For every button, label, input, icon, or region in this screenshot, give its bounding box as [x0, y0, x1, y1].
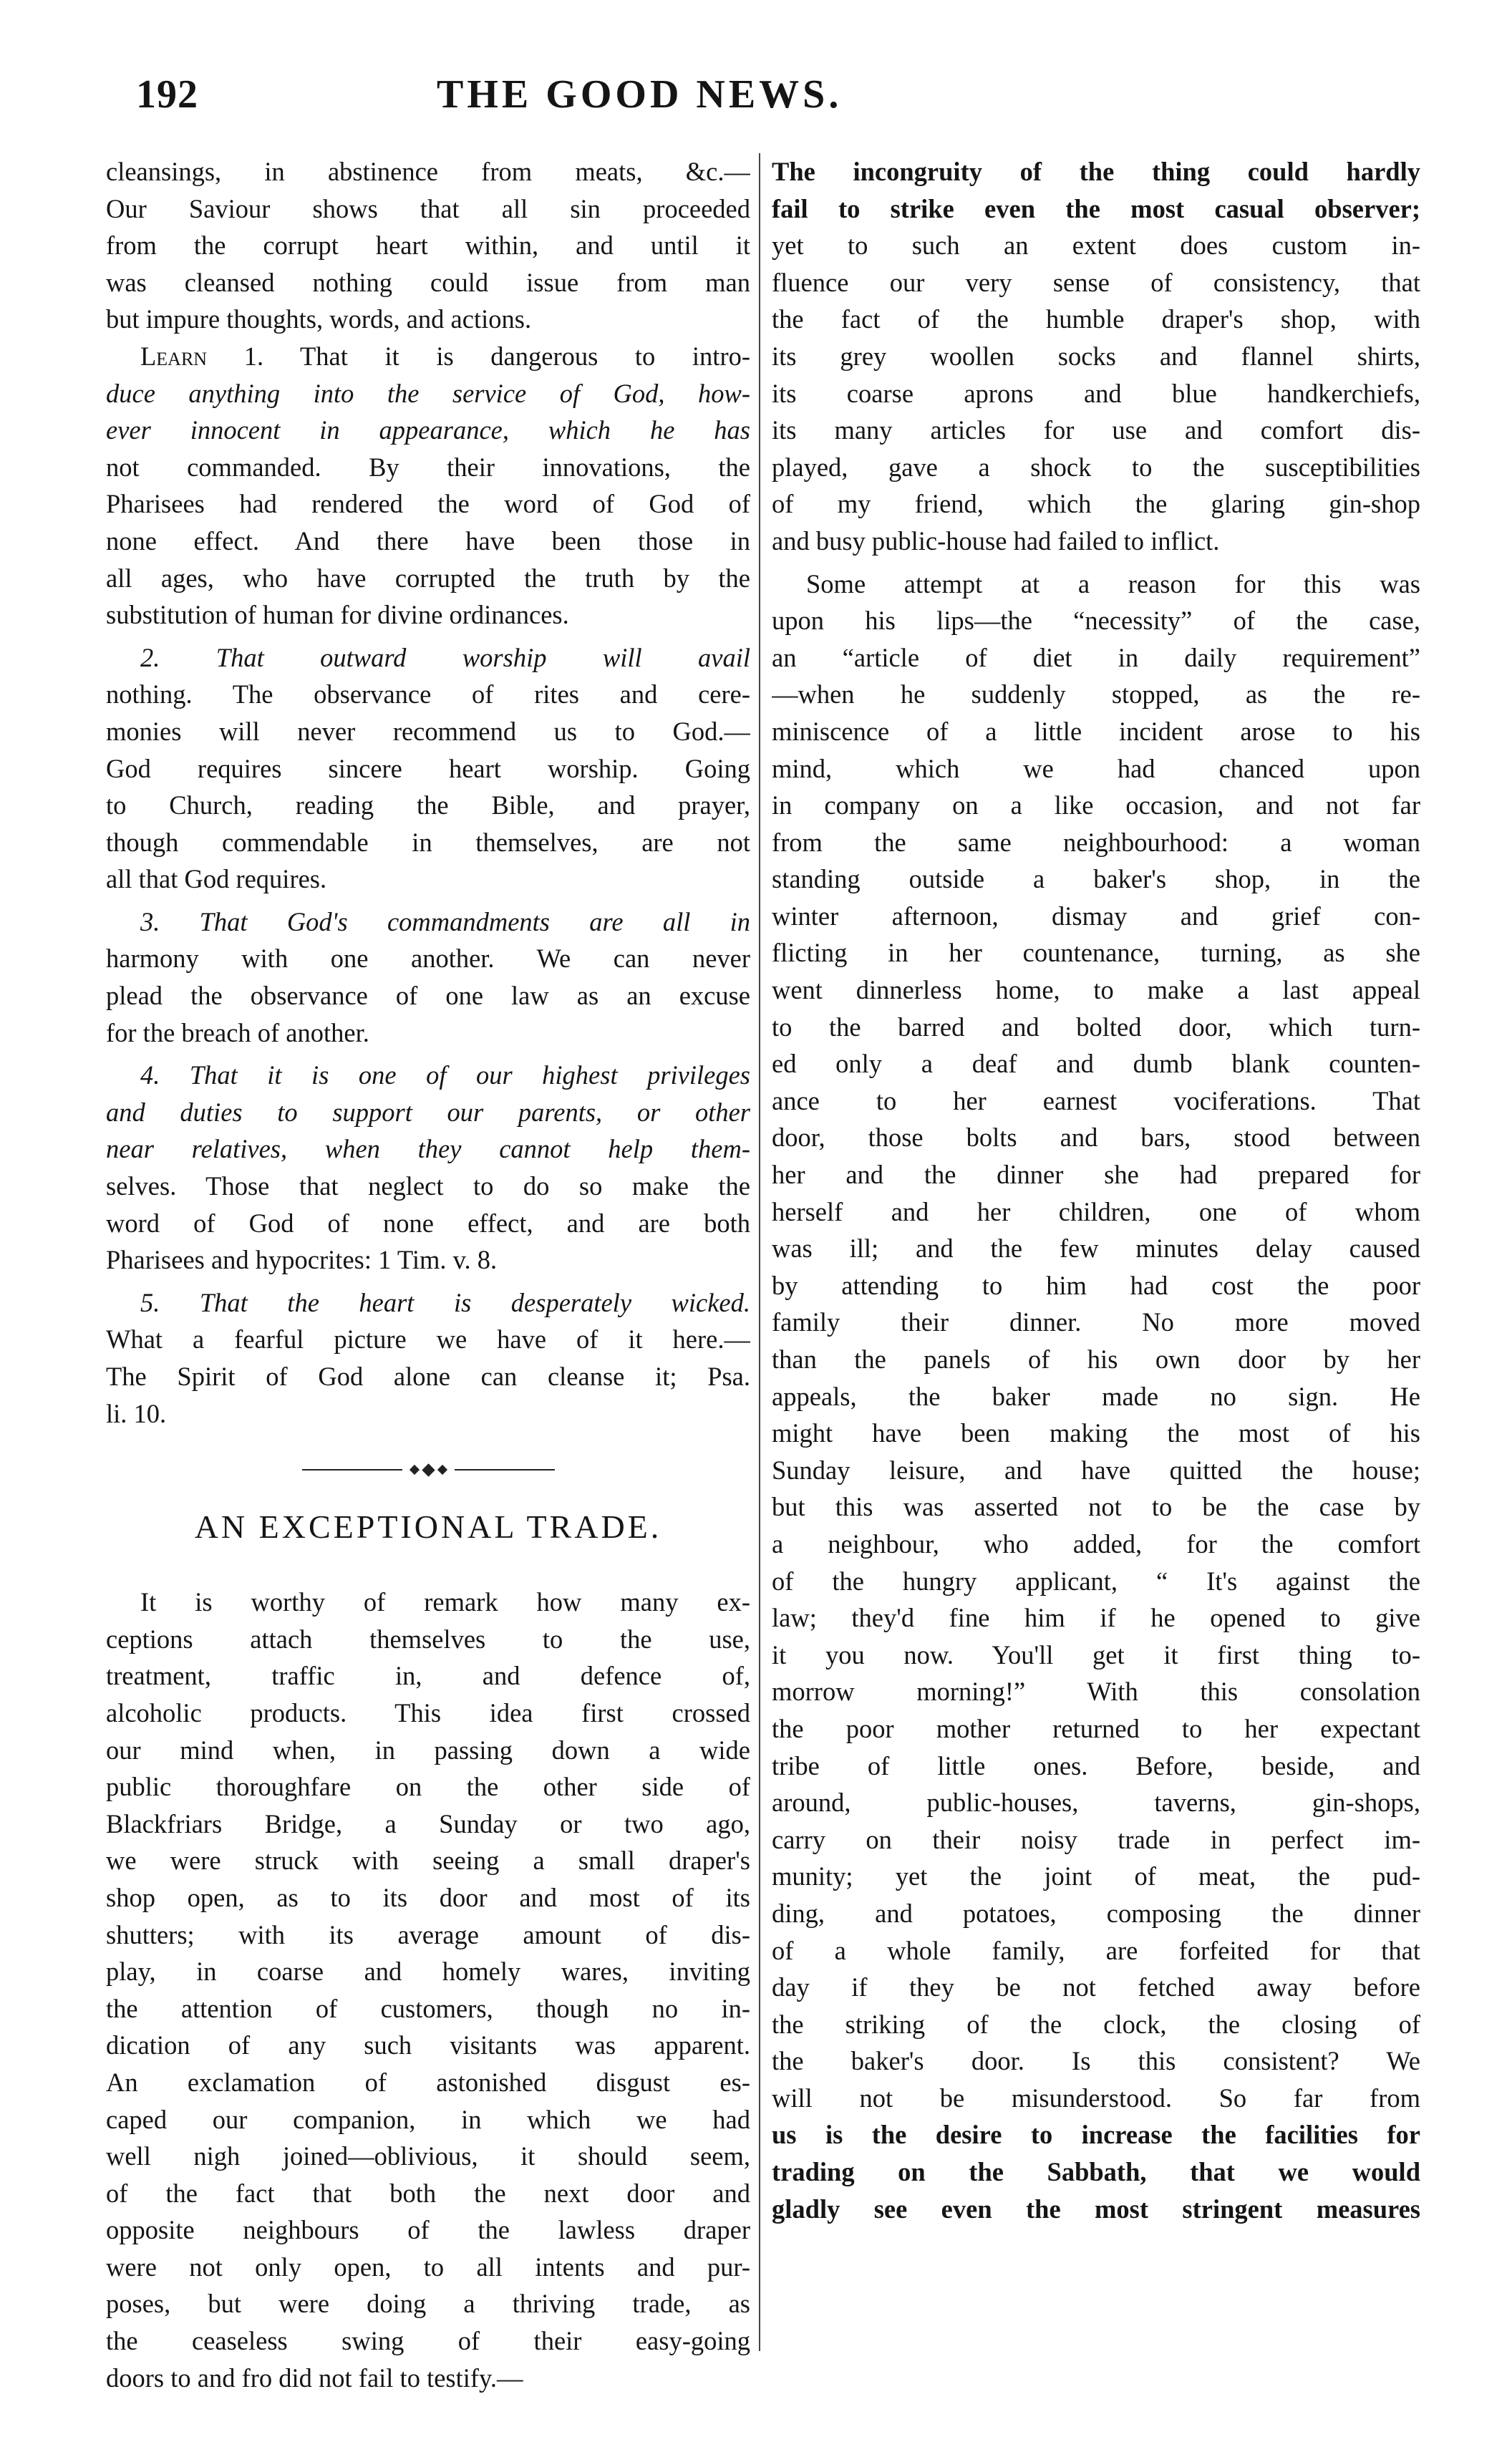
paragraph-line: went dinnerless home, to make a last appeal	[772, 975, 1420, 1005]
paragraph-line: in company on a like occasion, and not far	[772, 790, 1420, 820]
paragraph-line: winter afternoon, dismay and grief con-	[772, 901, 1420, 931]
ornament-dot	[437, 1465, 447, 1475]
lesson-line: ever innocent in appearance, which he has	[106, 415, 750, 445]
lesson-gap	[106, 1432, 750, 1438]
lesson-3	[106, 903, 750, 1051]
lesson-line: The Spirit of God alone can cleanse it; Psa.	[106, 1362, 750, 1391]
article-line: opposite neighbours of the lawless draper	[106, 2215, 750, 2245]
paragraph-line: The incongruity of the thing could hardly	[772, 157, 1420, 186]
paragraph-line: it you now. You'll get it first thing to-	[772, 1639, 1420, 1670]
lesson-2	[106, 639, 750, 898]
article-line: well nigh joined—oblivious, it should seem,	[106, 2141, 750, 2171]
paragraph-line: a neighbour, who added, for the comfort	[772, 1528, 1420, 1559]
ornament-dot	[422, 1463, 435, 1476]
paragraph-line: fluence our very sense of consistency, that	[772, 267, 1420, 297]
intro-line: Our Saviour shows that all sin proceeded	[106, 193, 750, 223]
paragraph-line: herself and her children, one of whom	[772, 1196, 1420, 1226]
paragraph-line: than the panels of his own door by her	[772, 1344, 1420, 1374]
lesson-line: nothing. The observance of rites and cere-	[106, 679, 750, 709]
paragraph-line: was ill; and the few minutes delay caused	[772, 1234, 1420, 1264]
lesson-gap	[106, 634, 750, 639]
paragraph-line: appeals, the baker made no sign. He	[772, 1381, 1420, 1411]
lesson-line: to Church, reading the Bible, and prayer,	[106, 790, 750, 820]
paragraph-line: ding, and potatoes, composing the dinner	[772, 1898, 1420, 1928]
paragraph-line: —when he suddenly stopped, as the re-	[772, 679, 1420, 709]
paragraph-line: trading on the Sabbath, that we would	[772, 2157, 1420, 2187]
lesson-line: all that God requires.	[106, 864, 327, 894]
page-number: 192	[136, 72, 198, 117]
paragraph-line: ance to her earnest vociferations. That	[772, 1085, 1420, 1115]
paragraph-line: its coarse aprons and blue handkerchiefs,	[772, 378, 1420, 408]
lesson-line: 4. That it is one of our highest privileges	[140, 1060, 750, 1090]
column-divider	[759, 153, 760, 2351]
paragraph-line: mind, which we had chanced upon	[772, 753, 1420, 783]
left-column	[106, 153, 750, 2396]
paragraph-line: by attending to him had cost the poor	[772, 1270, 1420, 1300]
lesson-line: selves. Those that neglect to do so make the	[106, 1171, 750, 1201]
lesson-line: 2. That outward worship will avail	[140, 642, 750, 672]
paragraph-gap	[772, 560, 1420, 566]
article-line: doors to and fro did not fail to testify.—	[106, 2363, 523, 2393]
article-line: ceptions attach themselves to the use,	[106, 1624, 750, 1654]
lesson-gap	[106, 1279, 750, 1284]
lesson-line: not commanded. By their innovations, the	[106, 452, 750, 482]
lesson-line: Pharisees had rendered the word of God of	[106, 489, 750, 519]
section-title: AN EXCEPTIONAL TRADE.	[194, 1508, 662, 1546]
lesson-line: all ages, who have corrupted the truth by the	[106, 563, 750, 593]
lesson-5	[106, 1284, 750, 1432]
lesson-line: 5. That the heart is desperately wicked.	[140, 1287, 750, 1317]
lesson-gap	[106, 1051, 750, 1057]
lesson-line: li. 10.	[106, 1398, 167, 1428]
ornament-rule	[455, 1469, 555, 1470]
lesson-line: What a fearful picture we have of it here.—	[106, 1324, 750, 1355]
paragraph-line: flicting in her countenance, turning, as she	[772, 938, 1420, 968]
lesson-4	[106, 1057, 750, 1279]
paragraph-line: to the barred and bolted door, which turn-	[772, 1012, 1420, 1042]
lesson-gap	[106, 898, 750, 903]
lesson-line: near relatives, when they cannot help them-	[106, 1134, 750, 1164]
paragraph-line: door, those bolts and bars, stood between	[772, 1123, 1420, 1153]
paragraph-line: day if they be not fetched away before	[772, 1972, 1420, 2002]
lesson-line: though commendable in themselves, are not	[106, 827, 750, 857]
paragraph-line: family their dinner. No more moved	[772, 1307, 1420, 1337]
right-column	[772, 153, 1420, 2227]
paragraph-line: miniscence of a little incident arose to his	[772, 716, 1420, 746]
paragraph-line: Some attempt at a reason for this was	[806, 568, 1420, 599]
paragraph-line: fail to strike even the most casual observer;	[772, 193, 1420, 223]
lesson-line: God requires sincere heart worship. Going	[106, 753, 750, 783]
article-line: play, in coarse and homely wares, inviting	[106, 1957, 750, 1987]
paragraph-line: its grey woollen socks and flannel shirts,	[772, 341, 1420, 371]
lesson-line: none effect. And there have been those in	[106, 525, 750, 556]
paragraph-line: from the same neighbourhood: a woman	[772, 827, 1420, 857]
lesson-line: Pharisees and hypocrites: 1 Tim. v. 8.	[106, 1245, 498, 1275]
ornament-dot	[409, 1465, 419, 1475]
lesson-1	[106, 338, 750, 634]
paragraph-line: carry on their noisy trade in perfect im-	[772, 1824, 1420, 1854]
intro-line: but impure thoughts, words, and actions.	[106, 304, 532, 334]
lesson-line: and duties to support our parents, or other	[106, 1097, 750, 1127]
article-line: were not only open, to all intents and pur-	[106, 2252, 750, 2282]
lesson-line: word of God of none effect, and are both	[106, 1208, 750, 1238]
article-line: we were struck with seeing a small draper's	[106, 1846, 750, 1876]
paragraph-line: her and the dinner she had prepared for	[772, 1160, 1420, 1190]
article-line: poses, but were doing a thriving trade, as	[106, 2289, 750, 2319]
paragraph-line: tribe of little ones. Before, beside, and	[772, 1750, 1420, 1780]
paragraph-line: will not be misunderstood. So far from	[772, 2083, 1420, 2113]
page-header	[136, 72, 1425, 129]
lesson-line: substitution of human for divine ordinances.	[106, 600, 569, 630]
article-line: the ceaseless swing of their easy-going	[106, 2326, 750, 2356]
paragraph-line: the baker's door. Is this consistent? We	[772, 2046, 1420, 2076]
intro-line: was cleansed nothing could issue from man	[106, 267, 750, 297]
article-line: It is worthy of remark how many ex-	[140, 1587, 750, 1617]
lesson-line: plead the observance of one law as an excuse	[106, 981, 750, 1011]
paragraph-line: morrow morning!” With this consolation	[772, 1677, 1420, 1707]
paragraph-line: ed only a deaf and dumb blank counten-	[772, 1049, 1420, 1079]
article-line: An exclamation of astonished disgust es-	[106, 2067, 750, 2097]
paragraph-line: but this was asserted not to be the case by	[772, 1492, 1420, 1522]
article-line: treatment, traffic in, and defence of,	[106, 1661, 750, 1691]
paragraph-line: gladly see even the most stringent measures	[772, 2194, 1420, 2224]
article-line: public thoroughfare on the other side of	[106, 1772, 750, 1802]
paragraph-line: an “article of diet in daily requirement”	[772, 642, 1420, 672]
article-line: shop open, as to its door and most of its	[106, 1882, 750, 1912]
paragraph-line: the fact of the humble draper's shop, with	[772, 304, 1420, 334]
paragraph-line: us is the desire to increase the facilities for	[772, 2120, 1420, 2150]
learn-label: Learn	[140, 341, 208, 371]
paragraph-line: of my friend, which the glaring gin-shop	[772, 489, 1420, 519]
paragraph-line: munity; yet the joint of meat, the pud-	[772, 1861, 1420, 1891]
article-line: our mind when, in passing down a wide	[106, 1735, 750, 1765]
lesson-line: harmony with one another. We can never	[106, 944, 750, 974]
lesson-line: duce anything into the service of God, how-	[106, 378, 750, 408]
section-ornament	[106, 1445, 750, 1495]
lesson-line	[106, 338, 750, 375]
article-line: of the fact that both the next door and	[106, 2178, 750, 2208]
paragraph-line: might have been making the most of his	[772, 1418, 1420, 1448]
paragraph-line: yet to such an extent does custom in-	[772, 231, 1420, 261]
paragraph-line: law; they'd fine him if he opened to give	[772, 1603, 1420, 1633]
ornament-rule	[302, 1469, 402, 1470]
paragraph-line: upon his lips—the “necessity” of the case,	[772, 606, 1420, 636]
paragraph-line: around, public-houses, taverns, gin-shops,	[772, 1788, 1420, 1818]
article-line: alcoholic products. This idea first crossed	[106, 1697, 750, 1728]
paragraph-line: standing outside a baker's shop, in the	[772, 864, 1420, 894]
paragraph-line: its many articles for use and comfort dis-	[772, 415, 1420, 445]
article-line: caped our companion, in which we had	[106, 2104, 750, 2134]
paragraph-line: Sunday leisure, and have quitted the house;	[772, 1455, 1420, 1485]
lesson-line: for the breach of another.	[106, 1017, 369, 1047]
lesson-line: monies will never recommend us to God.—	[106, 716, 750, 746]
paragraph-line: the striking of the clock, the closing of	[772, 2009, 1420, 2039]
paragraph-line: the poor mother returned to her expectant	[772, 1713, 1420, 1743]
article-line: the attention of customers, though no in-	[106, 1993, 750, 2023]
paragraph-line: and busy public-house had failed to inflict.	[772, 525, 1220, 556]
article-line: shutters; with its average amount of dis-	[106, 1919, 750, 1949]
running-title: THE GOOD NEWS.	[437, 72, 843, 117]
article-line: Blackfriars Bridge, a Sunday or two ago,	[106, 1808, 750, 1838]
paragraph-line: of the hungry applicant, “ It's against the	[772, 1566, 1420, 1596]
article-line: dication of any such visitants was apparent.	[106, 2030, 750, 2060]
intro-line: from the corrupt heart within, and until it	[106, 231, 750, 261]
lesson-line: 3. That God's commandments are all in	[140, 906, 750, 936]
lesson-line-text: 1. That it is dangerous to intro-	[243, 341, 750, 371]
paragraph-line: of a whole family, are forfeited for that	[772, 1935, 1420, 1965]
intro-line: cleansings, in abstinence from meats, &c.—	[106, 157, 750, 186]
ornament-dots	[408, 1465, 449, 1475]
paragraph-line: played, gave a shock to the susceptibilities	[772, 452, 1420, 482]
